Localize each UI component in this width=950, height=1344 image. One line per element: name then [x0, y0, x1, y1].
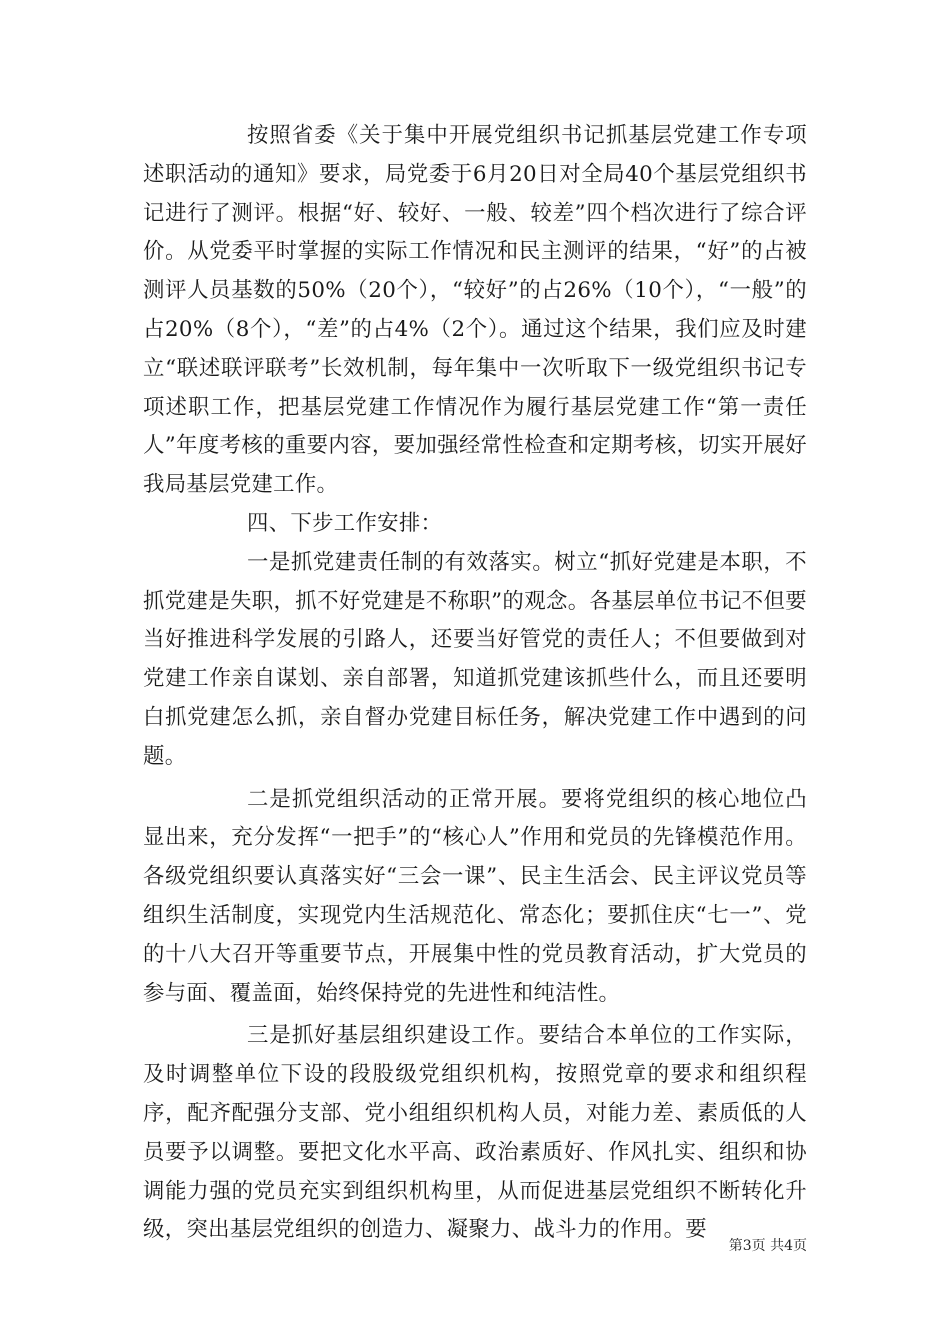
paragraph-activities: 二是抓党组织活动的正常开展。要将党组织的核心地位凸显出来，充分发挥“一把手”的“核心人”作用和党员的先锋模范作用。各级党组织要认真落实好“三会一课”、民主生活会、民主评议党员等组织生活制度，实现党内生活规范化、常态化；要抓住庆“七一”、党的十八大召开等重要节点，开展集中性的党员教育活动，扩大党员的参与面、覆盖面，始终保持党的先进性和纯洁性。 — [143, 786, 807, 1006]
document-body — [143, 117, 807, 1250]
paragraph-responsibility: 一是抓党建责任制的有效落实。树立“抓好党建是本职，不抓党建是失职，抓不好党建是不称职”的观念。各基层单位书记不但要当好推进科学发展的引路人，还要当好管党的责任人；不但要做到对党建工作亲自谋划、亲自部署，知道抓党建该抓些什么，而且还要明白抓党建怎么抓，亲自督办党建目标任务，解决党建工作中遇到的问题。 — [143, 549, 807, 769]
section-heading-next-steps: 四、下步工作安排： — [247, 510, 443, 536]
paragraph-evaluation: 按照省委《关于集中开展党组织书记抓基层党建工作专项述职活动的通知》要求，局党委于6月20日对全局40个基层党组织书记进行了测评。根据“好、较好、一般、较差”四个档次进行了综合评价。从党委平时掌握的实际工作情况和民主测评的结果，“好”的占被测评人员基数的50%（20个），“较好”的占26%（10个），“一般”的占20%（8个），“差”的占4%（2个）。通过这个结果，我们应及时建立“联述联评联考”长效机制，每年集中一次听取下一级党组织书记专项述职工作，把基层党建工作情况作为履行基层党建工作“第一责任人”年度考核的重要内容，要加强经常性检查和定期考核，切实开展好我局基层党建工作。 — [143, 123, 807, 498]
page-number-footer: 第3页 共4页 — [728, 1238, 807, 1254]
paragraph-organization: 三是抓好基层组织建设工作。要结合本单位的工作实际，及时调整单位下设的段股级党组织机构，按照党章的要求和组织程序，配齐配强分支部、党小组组织机构人员，对能力差、素质低的人员要予以调整。要把文化水平高、政治素质好、作风扎实、组织和协调能力强的党员充实到组织机构里，从而促进基层党组织不断转化升级，突出基层党组织的创造力、凝聚力、战斗力的作用。要 — [143, 1023, 807, 1243]
